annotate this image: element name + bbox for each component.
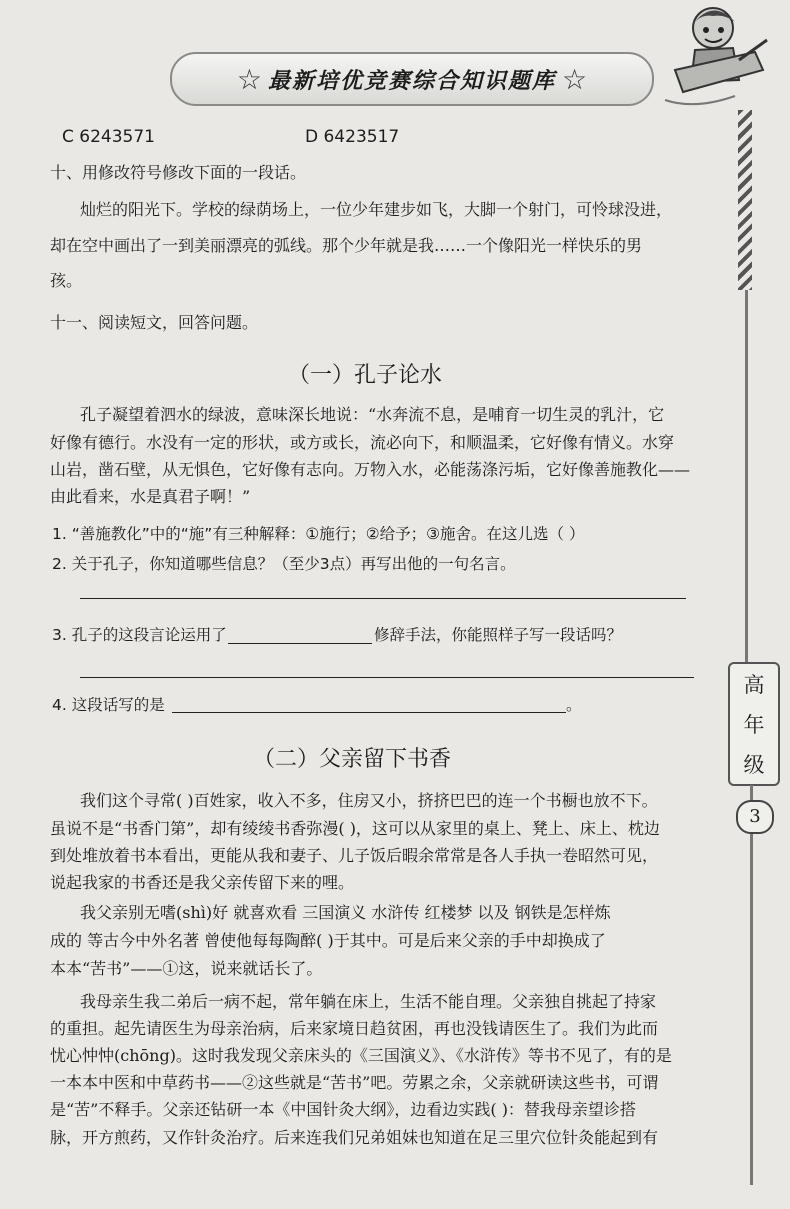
passage-1-heading: （一）孔子论水 [288, 363, 443, 388]
q10-line: 却在空中画出了一到美丽漂亮的弧线。那个少年就是我……一个像阳光一样快乐的男 [50, 236, 643, 255]
question-11-title: 十一、阅读短文，回答问题。 [50, 313, 259, 332]
p1-question-1: 1. “善施教化”中的“施”有三种解释：①施行；②给予；③施舍。在这儿选（ ） [52, 525, 585, 543]
p1-question-3-cont: 修辞手法，你能照样子写一段话吗？ [374, 626, 623, 644]
passage-2-line: 说起我家的书香还是我父亲传留下来的哩。 [50, 873, 355, 892]
passage-2-line: 忧心忡忡(chōng)。这时我发现父亲床头的《三国演义》、《水浒传》等书不见了，有的是 [50, 1046, 672, 1065]
passage-2-line: 脉，开方煎药，又作针灸治疗。后来连我们兄弟姐妹也知道在足三里穴位针灸能起到有 [50, 1128, 659, 1147]
p1-question-2: 2. 关于孔子，你知道哪些信息？（至少3点）再写出他的一句名言。 [52, 555, 516, 573]
passage-2-line: 一本本中医和中草药书——②这些就是“苦书”吧。劳累之余，父亲就研读这些书，可谓 [50, 1073, 659, 1092]
passage-1-line: 好像有德行。水没有一定的形状，或方或长，流必向下，和顺温柔，它好像有情义。水穿 [50, 433, 675, 452]
question-10-title: 十、用修改符号修改下面的一段话。 [50, 163, 307, 182]
q10-line: 灿烂的阳光下。学校的绿荫场上，一位少年建步如飞，大脚一个射门，可怜球没进， [80, 200, 673, 219]
grade-char: 年 [743, 713, 765, 737]
passage-2-line: 的重担。起先请医生为母亲治病，后来家境日趋贫困，再也没钱请医生了。我们为此而 [50, 1019, 659, 1038]
passage-2-line: 虽说不是“书香门第”，却有绫绫书香弥漫( )，这可以从家里的桌上、凳上、床上、枕边 [50, 819, 660, 838]
grade-char: 级 [743, 753, 765, 777]
passage-2-heading: （二）父亲留下书香 [253, 747, 452, 772]
boy-mascot-illustration [655, 0, 775, 115]
passage-2-line: 是“苦”不释手。父亲还钻研一本《中国针灸大纲》，边看边实践( )：替我母亲望诊搭 [50, 1100, 636, 1119]
star-icon: ☆ [562, 62, 588, 96]
q10-line: 孩。 [50, 271, 83, 290]
p1-question-4-end: 。 [566, 696, 582, 714]
header-banner [170, 52, 654, 106]
p1-question-4: 4. 这段话写的是 [52, 696, 165, 714]
passage-2-line: 我母亲生我二弟后一病不起，常年躺在床上，生活不能自理。父亲独自挑起了持家 [80, 992, 657, 1011]
passage-2-line: 到处堆放着书本看出，更能从我和妻子、儿子饭后暇余常常是各人手执一卷昭然可见， [50, 846, 659, 865]
side-stripe-decoration [738, 110, 752, 290]
answer-line[interactable] [80, 677, 694, 678]
grade-tab [728, 662, 780, 786]
passage-1-line: 山岩，凿石壁，从无惧色，它好像有志向。万物入水，必能荡涤污垢，它好像善施教化—— [50, 460, 691, 479]
page-number: 3 [736, 800, 774, 834]
book-title: 最新培优竞赛综合知识题库 [267, 67, 556, 94]
passage-2-line: 我父亲别无嗜(shì)好 就喜欢看 三国演义 水浒传 红楼梦 以及 钢铁是怎样炼 [80, 903, 611, 922]
star-icon: ☆ [236, 62, 262, 96]
side-rule [745, 290, 748, 670]
side-rule [750, 785, 753, 1185]
passage-2-line: 成的 等古今中外名著 曾使他每每陶醉( )于其中。可是后来父亲的手中却换成了 [50, 931, 606, 950]
answer-blank[interactable] [228, 643, 372, 644]
option-d: D 6423517 [305, 127, 400, 147]
passage-2-line: 我们这个寻常( )百姓家，收入不多，住房又小，挤挤巴巴的连一个书橱也放不下。 [80, 791, 658, 810]
answer-line[interactable] [80, 598, 686, 599]
answer-blank[interactable] [172, 712, 566, 713]
option-c: C 6243571 [62, 127, 155, 147]
p1-question-3: 3. 孔子的这段言论运用了 [52, 626, 227, 644]
passage-1-line: 孔子凝望着泗水的绿波，意味深长地说：“水奔流不息，是哺育一切生灵的乳汁，它 [80, 405, 665, 424]
grade-char: 高 [743, 673, 765, 697]
passage-1-line: 由此看来，水是真君子啊！” [50, 487, 251, 506]
passage-2-line: 本本“苦书”——①这，说来就话长了。 [50, 959, 323, 978]
